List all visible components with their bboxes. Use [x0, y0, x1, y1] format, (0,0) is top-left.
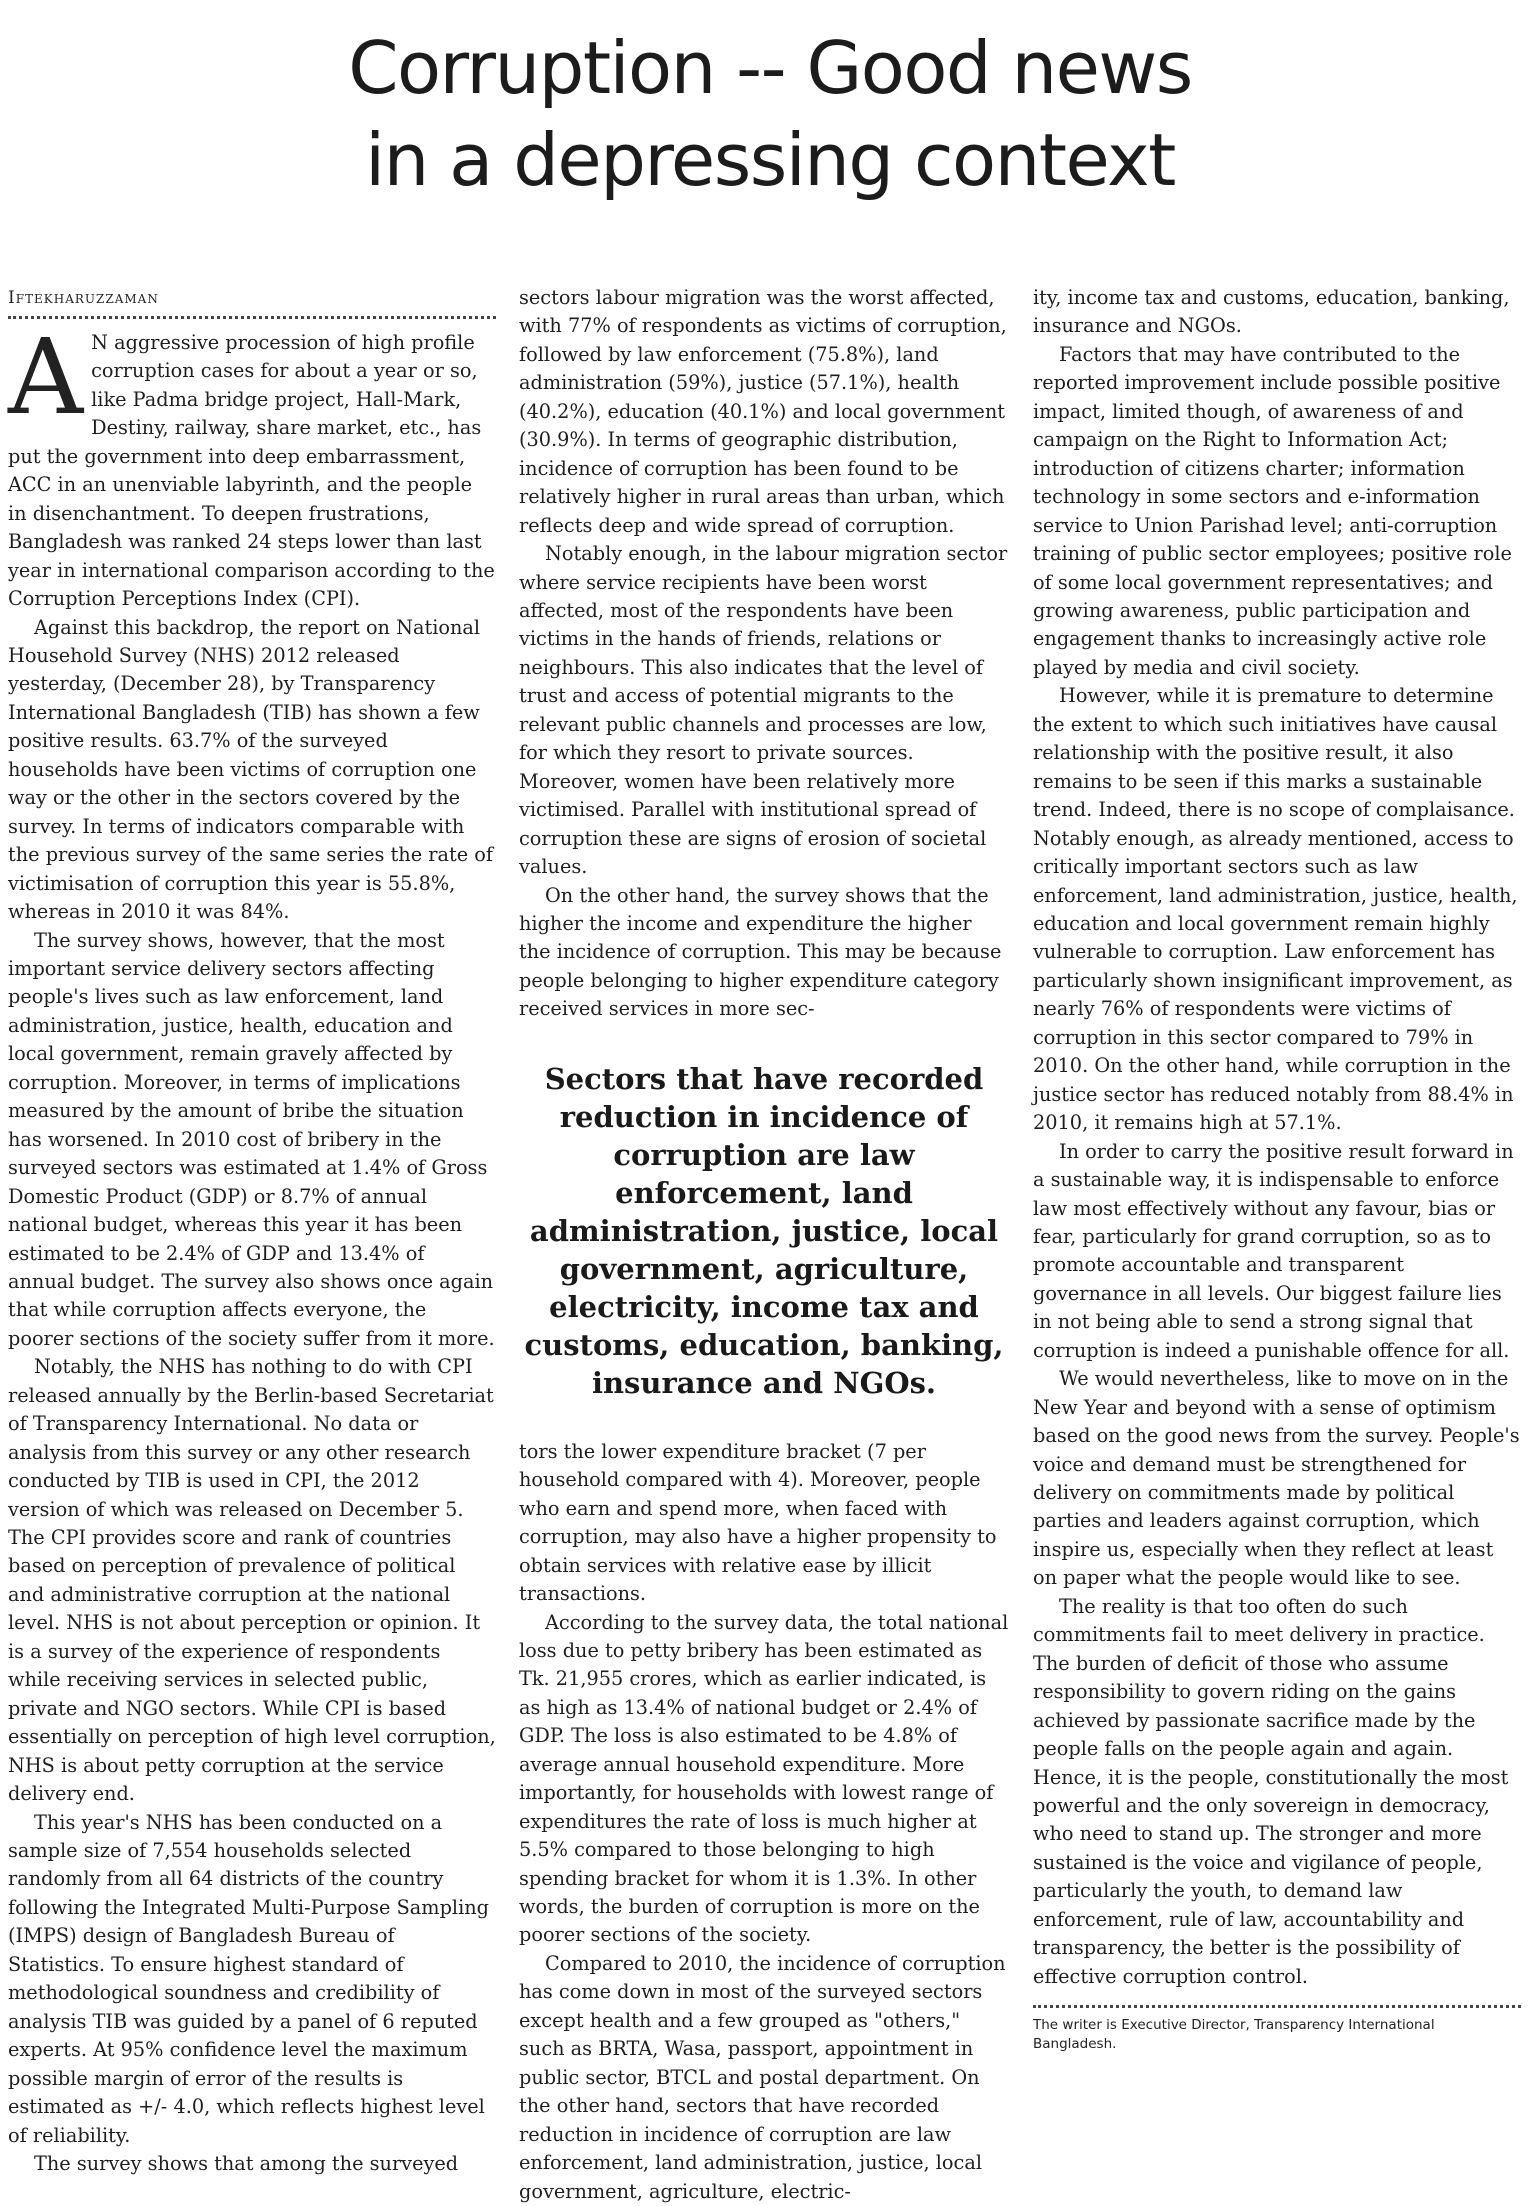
paragraph: In order to carry the positive result forward in a sustainable way, it is indispensable to enforce law most effectively without any favour, bias or fear, particularly for grand corruption, so as to promote accountable and transparent governance in all levels. Our biggest failure lies in not being able to send a strong signal that corruption is indeed a punishable offence for all. [1033, 1139, 1514, 1362]
byline: Iftekharuzzaman [8, 288, 159, 308]
article-column-3 [1033, 284, 1521, 2189]
headline-line-1: Corruption -- Good news [348, 26, 1192, 110]
paragraph: This year's NHS has been conducted on a sample size of 7,554 households selected randomly from all 64 districts of the country following the Integrated Multi-Purpose Sampling (IMPS) design of Bangladesh Bureau of Statistics. To ensure highest standard of methodological soundness and credibility of analysis TIB was guided by a panel of 6 reputed experts. At 95% confidence level the maximum possible margin of error of the results is estimated as +/- 4.0, which reflects highest level of reliability. [8, 1810, 490, 2147]
paragraph: The survey shows, however, that the most important service delivery sectors affecting people's lives such as law enforcement, land administration, justice, health, education and local government, remain gravely affected by corruption. Moreover, in terms of implications measured by the amount of bribe the situation has worsened. In 2010 cost of bribery in the surveyed sectors was estimated at 1.4% of Gross Domestic Product (GDP) or 8.7% of annual national budget, whereas this year it has been estimated to be 2.4% of GDP and 13.4% of annual budget. The survey also shows once again that while corruption affects everyone, the poorer sections of the society suffer from it more. [8, 928, 495, 1350]
paragraph: sectors labour migration was the worst affected, with 77% of respondents as victims of corruption, followed by law enforcement (75.8%), land administration (59%), justice (57.1%), health (40.2%), education (40.1%) and local government (30.9%). In terms of geographic distribution, incidence of corruption has been found to be relatively higher in rural areas than urban, which reflects deep and wide spread of corruption. [519, 286, 1007, 537]
paragraph: tors the lower expenditure bracket (7 per household compared with 4). Moreover, people who earn and spend more, when faced with corruption, may also have a higher propensity to obtain services with relative ease by illicit transactions. [519, 1439, 997, 1606]
paragraph: On the other hand, the survey shows that the higher the income and expenditure the higher the incidence of corruption. This may be because people belonging to higher expenditure category received services in more sec- [519, 883, 1002, 1021]
paragraph: Factors that may have contributed to the reported improvement include possible positive impact, limited though, of awareness of and campaign on the Right to Information Act; introduction of citizens charter; information technology in some sectors and e-information service to Union Parishad level; anti-corruption training of public sector employees; positive role of some local government representatives; and growing awareness, public participation and engagement thanks to increasingly active role played by media and civil society. [1033, 342, 1512, 679]
paragraph: Notably, the NHS has nothing to do with CPI released annually by the Berlin-based Secretariat of Transparency International. No data or analysis from this survey or any other research conducted by TIB is used in CPI, the 2012 version of which was released on December 5. The CPI provides score and rank of countries based on perception of prevalence of political and administrative corruption at the national level. NHS is not about perception or opinion. It is a survey of the experience of respondents while receiving services in selected public, private and NGO sectors. While CPI is based essentially on perception of high level corruption, NHS is about petty corruption at the service delivery end. [8, 1355, 496, 1806]
headline [0, 22, 1540, 206]
author-footnote: The writer is Executive Director, Transparency International Bangladesh. [1033, 2017, 1435, 2053]
article-column-1 [8, 284, 496, 2189]
lead-paragraph: A N aggressive procession of high profile corruption cases for about a year or so, like Padma bridge project, Hall-Mark, Destiny, railway, share market, etc., has put the government into deep embarrassment, ACC in an unenviable labyrinth, and the people in disenchantment. To deepen frustrations, Bangladesh was ranked 24 steps lower than last year in international comparison according to the Corruption Perceptions Index (CPI). [8, 316, 495, 611]
paragraph: ity, income tax and customs, education, banking, insurance and NGOs. [1033, 286, 1510, 338]
pull-quote: Sectors that have recorded reduction in incidence of corruption are law enforcement, land administration, justice, local government, agriculture, electricity, income tax and customs, education, banking, insurance and NGOs. [524, 1061, 1004, 1400]
article-column-2 [519, 284, 1009, 2203]
headline-line-2: in a depressing context [365, 118, 1175, 202]
footnote-divider [1033, 2005, 1521, 2008]
drop-cap: A [8, 316, 84, 438]
paragraph: According to the survey data, the total national loss due to petty bribery has been estimated as Tk. 21,955 crores, which as earlier indicated, is as high as 13.4% of national budget or 2.4% of GDP. The loss is also estimated to be 4.8% of average annual household expenditure. More importantly, for households with lowest range of expenditures the rate of loss is much higher at 5.5% compared to those belonging to high spending bracket for whom it is 1.3%. In other words, the burden of corruption is more on the poorer sections of the society. [519, 1610, 1009, 1947]
paragraph: We would nevertheless, like to move on in the New Year and beyond with a sense of optimism based on the good news from the survey. People's voice and demand must be strengthened for delivery on commitments made by political parties and leaders against corruption, which inspire us, especially when they reflect at least on paper what the people would like to see. [1033, 1367, 1520, 1590]
paragraph: However, while it is premature to determine the extent to which such initiatives have causal relationship with the positive result, it also remains to be seen if this marks a sustainable trend. Indeed, there is no scope of complaisance. Notably enough, as already mentioned, access to critically important sectors such as law enforcement, land administration, justice, health, education and local government remain highly vulnerable to corruption. Law enforcement has particularly shown insignificant improvement, as nearly 76% of respondents were victims of corruption in this sector compared to 79% in 2010. On the other hand, while corruption in the justice sector has reduced notably from 88.4% in 2010, it remains high at 57.1%. [1033, 684, 1518, 1135]
paragraph: Notably enough, in the labour migration sector where service recipients have been worst affected, most of the respondents have been victims in the hands of friends, relations or neighbours. This also indicates that the level of trust and access of potential migrants to the relevant public channels and processes are low, for which they resort to private sources. Moreover, women have been relatively more victimised. Parallel with institutional spread of corruption these are signs of erosion of societal values. [519, 542, 1008, 879]
paragraph: Compared to 2010, the incidence of corruption has come down in most of the surveyed sectors except health and a few grouped as "others," such as BRTA, Wasa, passport, appointment in public sector, BTCL and postal department. On the other hand, sectors that have recorded reduction in incidence of corruption are law enforcement, land administration, justice, local government, agriculture, electric- [519, 1951, 1006, 2203]
paragraph: The reality is that too often do such commitments fail to meet delivery in practice. The burden of deficit of those who assume responsibility to govern riding on the gains achieved by passionate sacrifice made by the people falls on the people again and again. Hence, it is the people, constitutionally the most powerful and the only sovereign in democracy, who need to stand up. The stronger and more sustained is the voice and vigilance of people, particularly the youth, to demand law enforcement, rule of law, accountability and transparency, the better is the possibility of effective corruption control. [1033, 1594, 1509, 1988]
paragraph: The survey shows that among the surveyed [34, 2152, 459, 2175]
paragraph: Against this backdrop, the report on National Household Survey (NHS) 2012 released yesterday, (December 28), by Transparency International Bangladesh (TIB) has shown a few positive results. 63.7% of the surveyed households have been victims of corruption one way or the other in the sectors covered by the survey. In terms of indicators comparable with the previous survey of the same series the rate of victimisation of corruption this year is 55.8%, whereas in 2010 it was 84%. [8, 615, 494, 924]
